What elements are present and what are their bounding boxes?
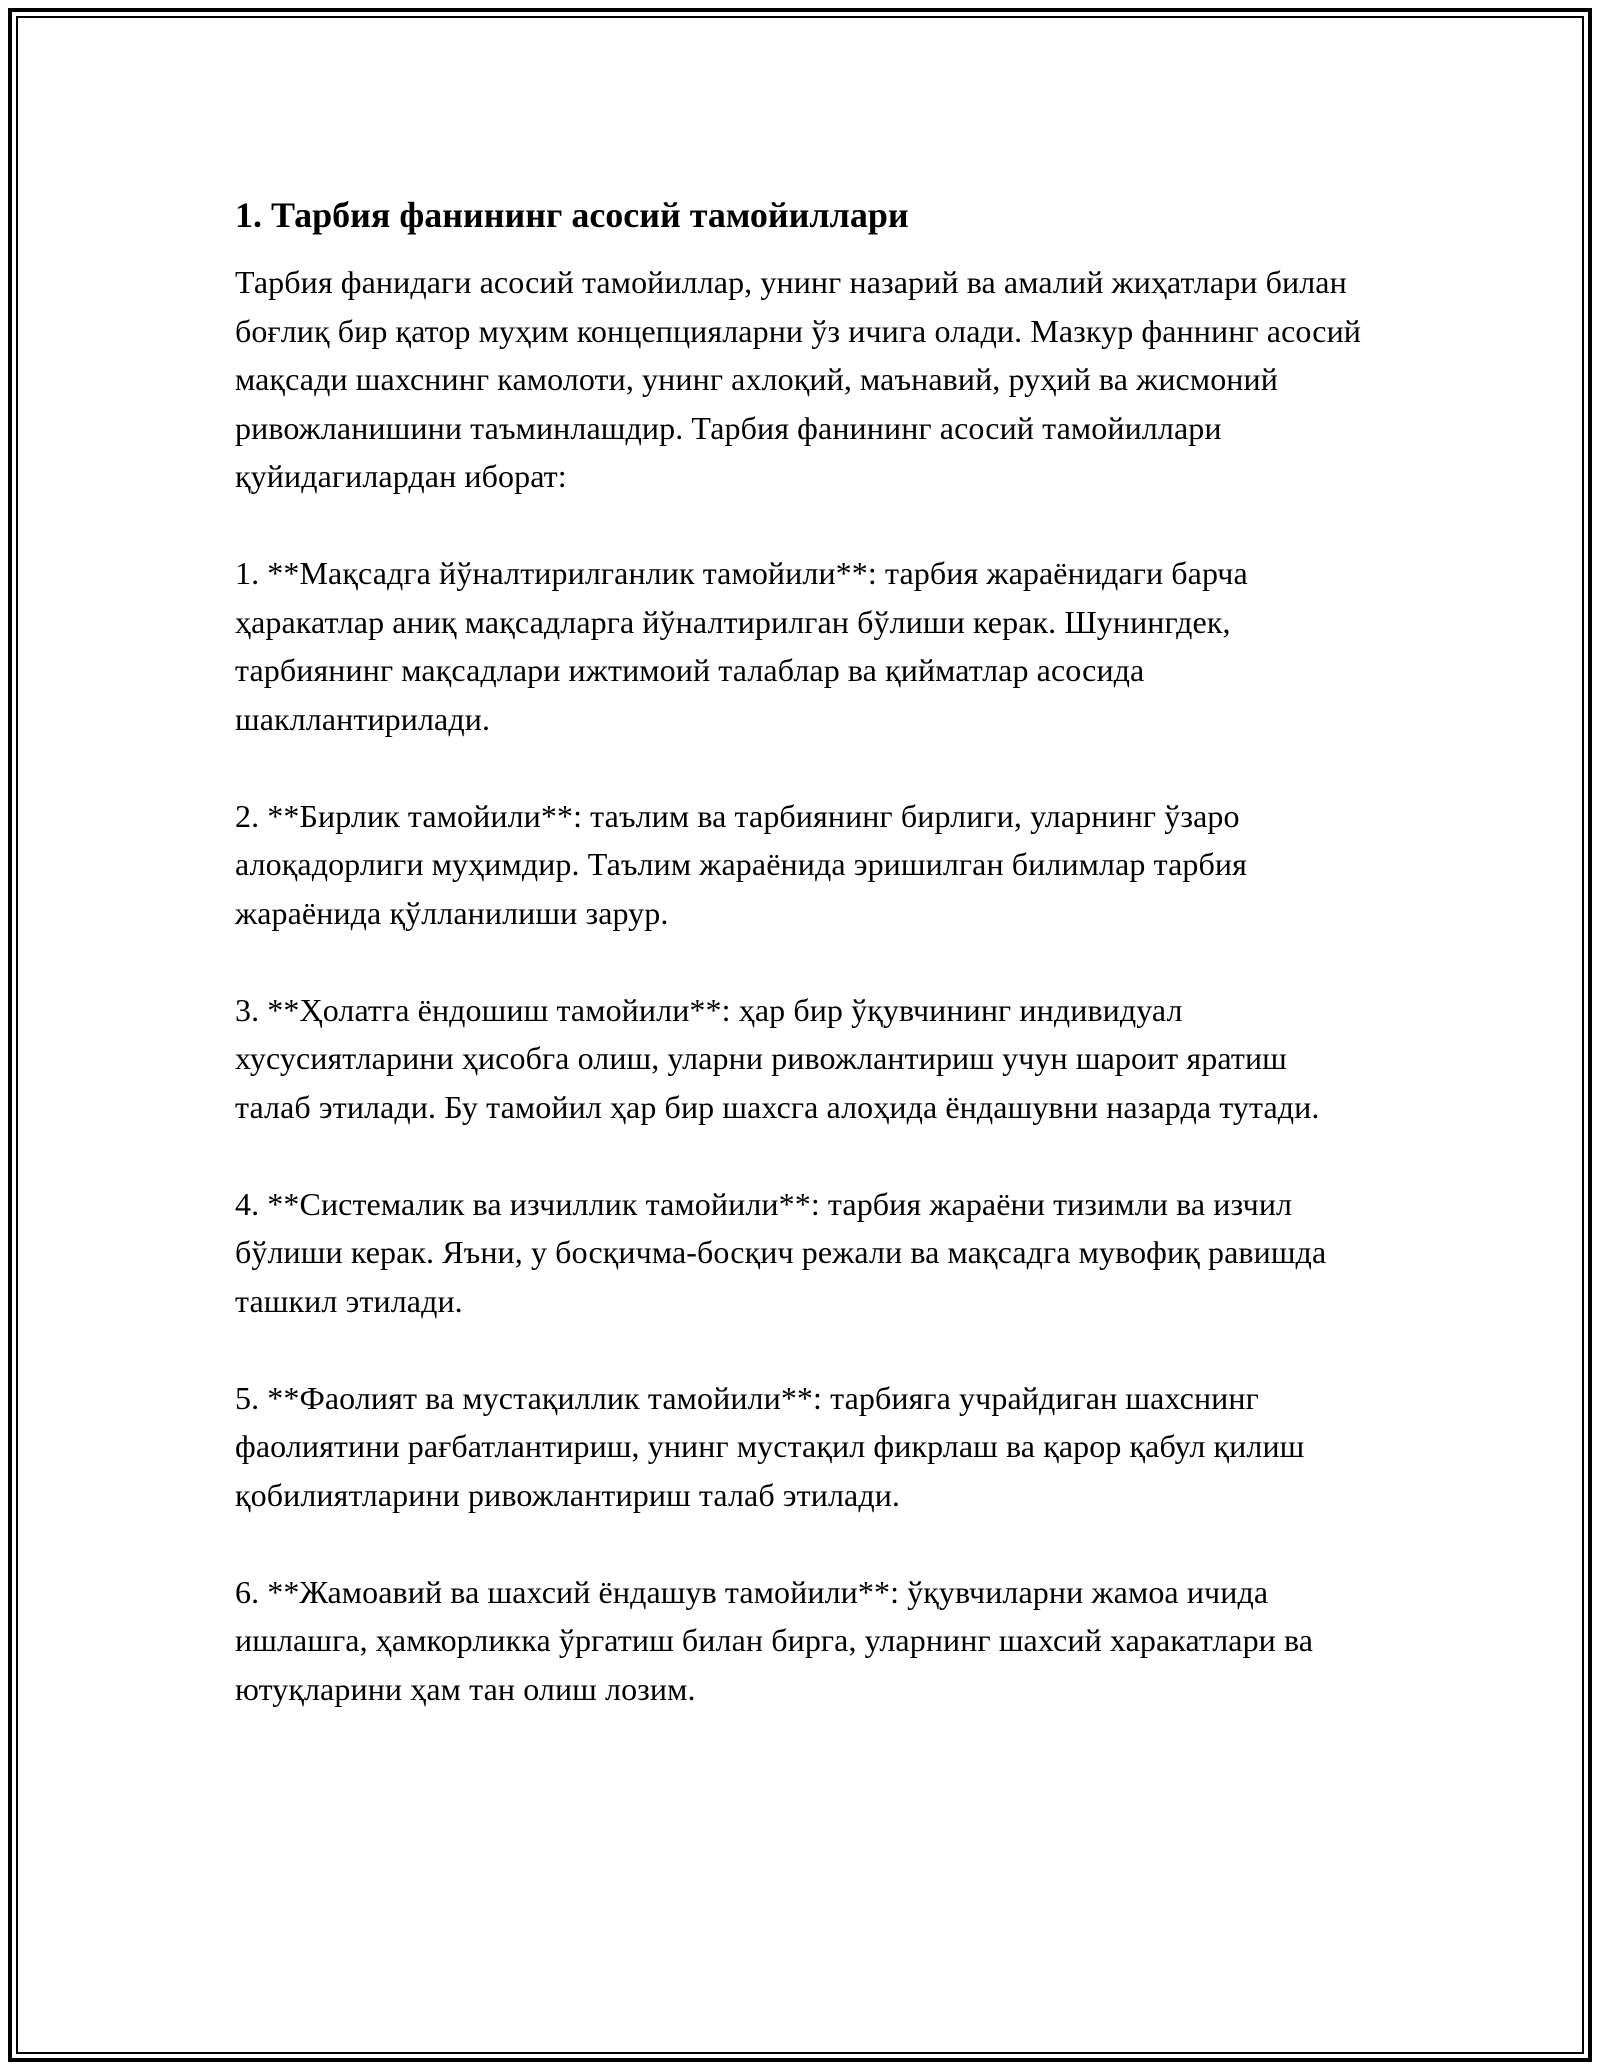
principle-5-paragraph: 5. **Фаолият ва мустақиллик тамойили**: тарбияга учрайдиган шахснинг фаолиятини рағбатлантириш, унинг мустақил фикрлаш ва қарор қабул қилиш қобилиятларини ривожлантириш талаб этилади. (235, 1379, 1305, 1513)
principle-6-paragraph: 6. **Жамоавий ва шахсий ёндашув тамойили**: ўқувчиларни жамоа ичида ишлашга, ҳамкорликка ўргатиш билан бирга, уларнинг шахсий харакатлари ва ютуқларини ҳам тан олиш лозим. (235, 1573, 1314, 1707)
principle-4-paragraph: 4. **Системалик ва изчиллик тамойили**: тарбия жараёни тизимли ва изчил бўлиши керак. Яъни, у босқичма-босқич режали ва мақсадга мувофиқ равишда ташкил этилади. (235, 1185, 1327, 1319)
document-title: 1. Тарбия фанининг асосий тамойиллари (235, 195, 909, 235)
document-body (235, 188, 1365, 1713)
principle-1-paragraph: 1. **Мақсадга йўналтирилганлик тамойили**: тарбия жараёнидаги барча ҳаракатлар аниқ мақсадларга йўналтирилган бўлиши керак. Шунингдек, тарбиянинг мақсадлари ижтимоий талаблар ва қийматлар асосида шакллантирилади. (235, 555, 1248, 737)
principle-3-paragraph: 3. **Ҳолатга ёндошиш тамойили**: ҳар бир ўқувчининг индивидуал хусусиятларини ҳисобга олиш, уларни ривожлантириш учун шароит яратиш талаб этилади. Бу тамойил ҳар бир шахсга алоҳида ёндашувни назарда тутади. (235, 991, 1320, 1125)
intro-paragraph: Тарбия фанидаги асосий тамойиллар, унинг назарий ва амалий жиҳатлари билан боғлиқ бир қатор муҳим концепцияларни ўз ичига олади. Мазкур фаннинг асосий мақсади шахснинг камолоти, унинг ахлоқий, маънавий, руҳий ва жисмоний ривожланишини таъминлашдир. Тарбия фанининг асосий тамойиллари қуйидагилардан иборат: (235, 264, 1362, 494)
principle-2-paragraph: 2. **Бирлик тамойили**: таълим ва тарбиянинг бирлиги, уларнинг ўзаро алоқадорлиги муҳимдир. Таълим жараёнида эришилган билимлар тарбия жараёнида қўлланилиши зарур. (235, 797, 1247, 931)
